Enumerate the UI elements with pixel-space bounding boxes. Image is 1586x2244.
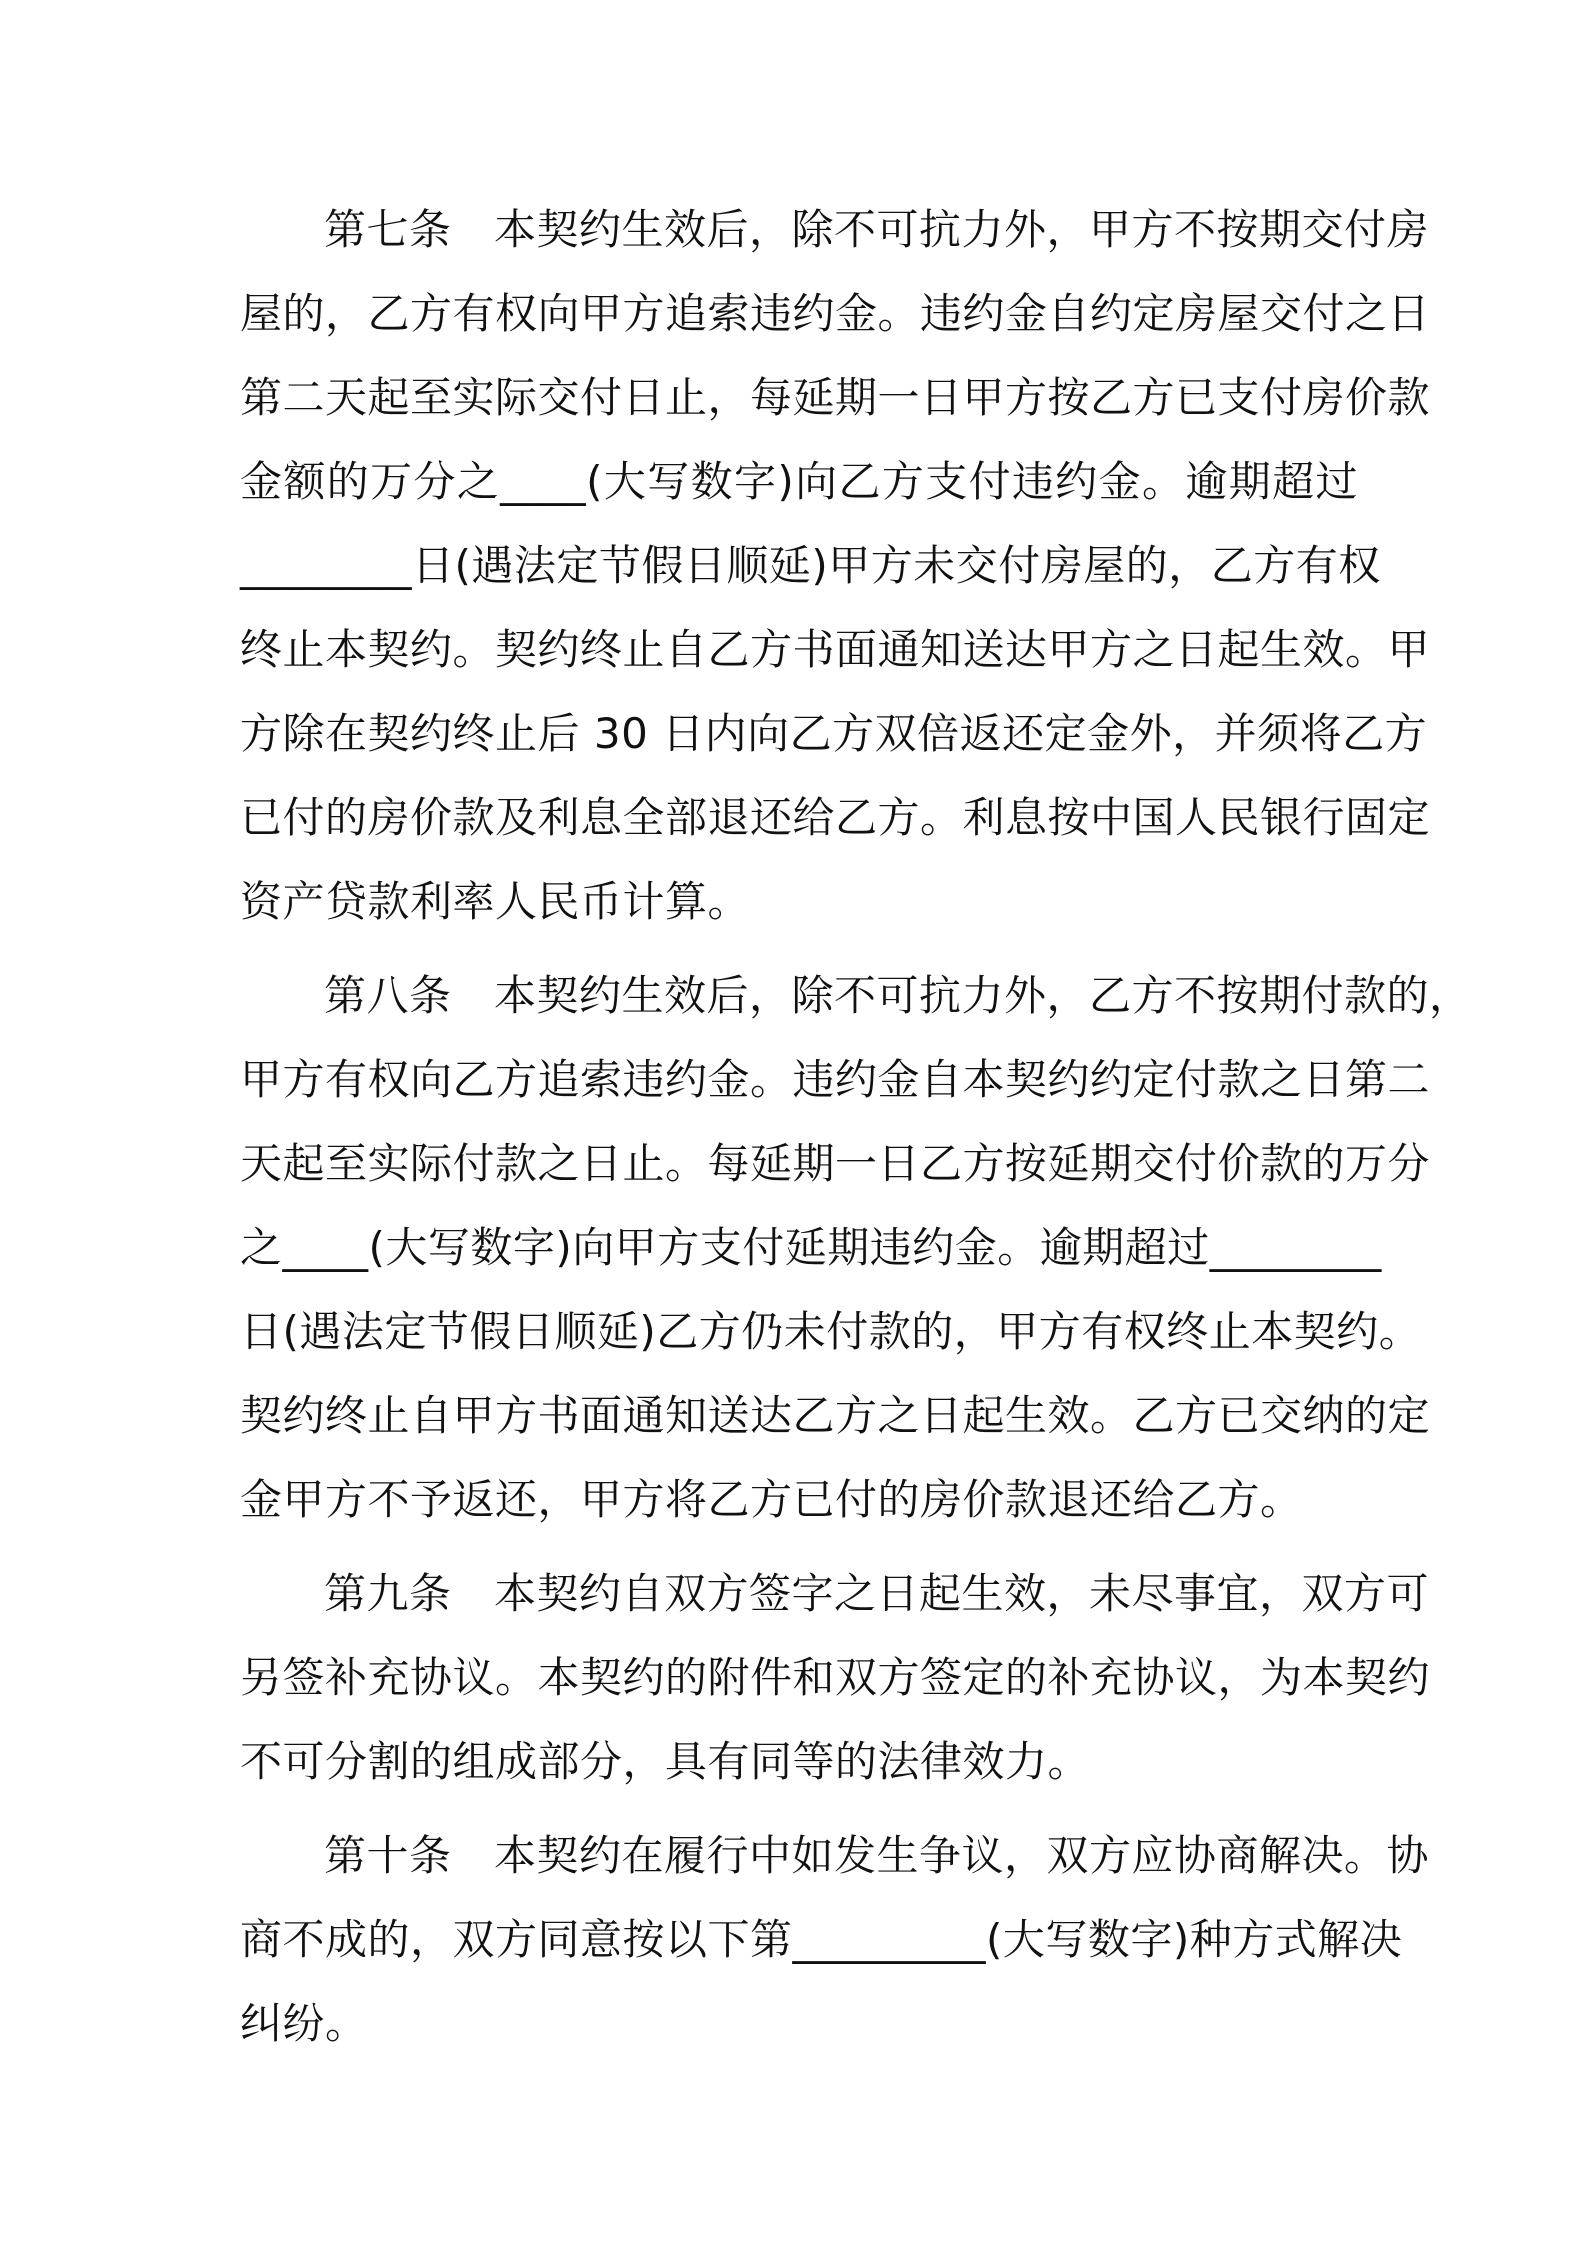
- clause-9: [240, 1552, 1431, 1804]
- text-line: 第七条 本契约生效后，除不可抗力外，甲方不按期交付房: [324, 205, 1430, 254]
- text-line: 契约终止自甲方书面通知送达乙方之日起生效。乙方已交纳的定: [240, 1391, 1431, 1440]
- text-line: 不可分割的组成部分，具有同等的法律效力。: [240, 1737, 1091, 1786]
- text-line: 之____(大写数字)向甲方支付延期违约金。逾期超过________: [240, 1223, 1382, 1272]
- text-line: 资产贷款利率人民币计算。: [240, 877, 751, 926]
- text-line: 纠纷。: [240, 1999, 368, 2048]
- text-line: 第二天起至实际交付日止，每延期一日甲方按乙方已支付房价款: [240, 373, 1431, 422]
- clause-10: [240, 1814, 1430, 2066]
- text-line: ________日(遇法定节假日顺延)甲方未交付房屋的，乙方有权: [240, 541, 1381, 590]
- text-line: 日(遇法定节假日顺延)乙方仍未付款的，甲方有权终止本契约。: [240, 1307, 1422, 1356]
- text-line: 另签补充协议。本契约的附件和双方签定的补充协议，为本契约: [240, 1653, 1431, 1702]
- text-line: 商不成的，双方同意按以下第_________(大写数字)种方式解决: [240, 1915, 1403, 1964]
- clause-8: [240, 954, 1472, 1542]
- clause-7: [240, 188, 1431, 944]
- text-line: 第十条 本契约在履行中如发生争议，双方应协商解决。协: [324, 1831, 1430, 1880]
- text-line: 已付的房价款及利息全部退还给乙方。利息按中国人民银行固定: [240, 793, 1431, 842]
- text-line: 天起至实际付款之日止。每延期一日乙方按延期交付价款的万分: [240, 1139, 1431, 1188]
- text-line: 金额的万分之____(大写数字)向乙方支付违约金。逾期超过: [240, 457, 1358, 506]
- text-line: 第八条 本契约生效后，除不可抗力外，乙方不按期付款的，: [324, 971, 1472, 1020]
- text-line: 终止本契约。契约终止自乙方书面通知送达甲方之日起生效。甲: [240, 625, 1431, 674]
- text-line: 甲方有权向乙方追索违约金。违约金自本契约约定付款之日第二: [240, 1055, 1431, 1104]
- text-line: 方除在契约终止后 30 日内向乙方双倍返还定金外，并须将乙方: [240, 709, 1428, 758]
- text-line: 第九条 本契约自双方签字之日起生效，未尽事宜，双方可: [324, 1569, 1430, 1618]
- document-page: [240, 188, 1472, 2076]
- text-line: 屋的，乙方有权向甲方追索违约金。违约金自约定房屋交付之日: [240, 289, 1431, 338]
- text-line: 金甲方不予返还，甲方将乙方已付的房价款退还给乙方。: [240, 1475, 1303, 1524]
